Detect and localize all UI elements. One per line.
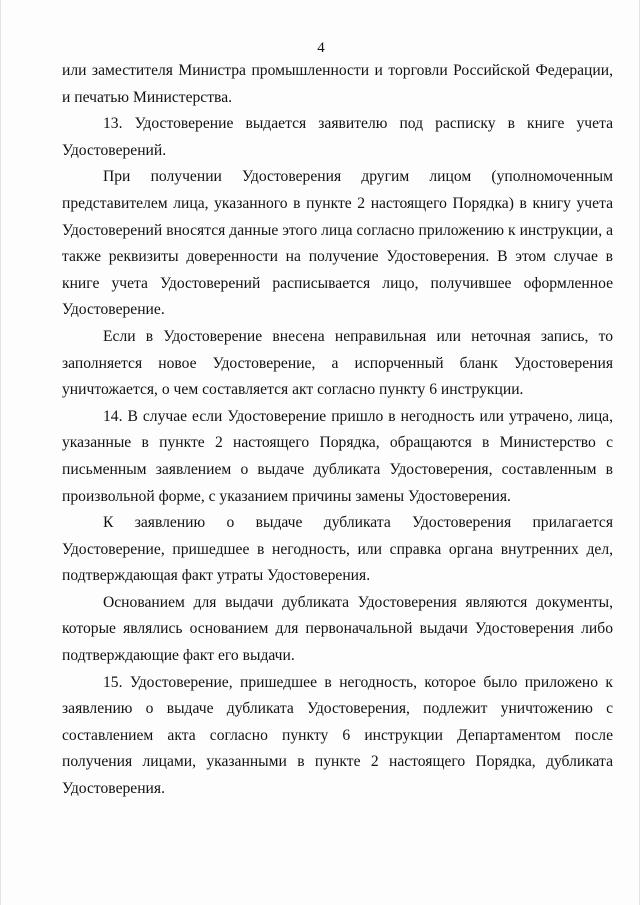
paragraph-continuation: или заместителя Министра промышленности и торговли Российской Федерации, и печатью Министерства.: [62, 62, 613, 106]
paragraph-basis: Основанием для выдачи дубликата Удостоверения являются документы, которые являлись основанием для первоначальной выдачи Удостоверения либо подтверждающие факт его выдачи.: [62, 593, 613, 665]
page-number: 4: [317, 40, 325, 56]
paragraph-item-13: 13. Удостоверение выдается заявителю под расписку в книге учета Удостоверений.: [62, 115, 613, 159]
paragraph-item-14: 14. В случае если Удостоверение пришло в негодность или утрачено, лица, указанные в пункте 2 настоящего Порядка, обращаются в Министерство с письменным заявлением о выдаче дубликата Удостоверения, составленным в произвольной форме, с указанием причины замены Удостоверения.: [62, 407, 613, 505]
document-body: [62, 58, 613, 803]
paragraph-representative: При получении Удостоверения другим лицом (уполномоченным представителем лица, указанного в пункте 2 настоящего Порядка) в книгу учета Удостоверений вносятся данные этого лица согласно приложению к инструкции, а также реквизиты доверенности на получение Удостоверения. В этом случае в книге учета Удостоверений расписывается лицо, получившее оформленное Удостоверение.: [62, 168, 613, 319]
paragraph-incorrect-entry: Если в Удостоверение внесена неправильная или неточная запись, то заполняется новое Удостоверение, а испорченный бланк Удостоверения уничтожается, о чем составляется акт согласно пункту 6 инструкции.: [62, 327, 613, 399]
paragraph-item-15: 15. Удостоверение, пришедшее в негодность, которое было приложено к заявлению о выдаче дубликата Удостоверения, подлежит уничтожению с составлением акта согласно пункту 6 инструкции Департаментом после получения лицами, указанными в пункте 2 настоящего Порядка, дубликата Удостоверения.: [62, 673, 613, 798]
paragraph-attachment: К заявлению о выдаче дубликата Удостоверения прилагается Удостоверение, пришедшее в негодность, или справка органа внутренних дел, подтверждающая факт утраты Удостоверения.: [62, 514, 613, 585]
